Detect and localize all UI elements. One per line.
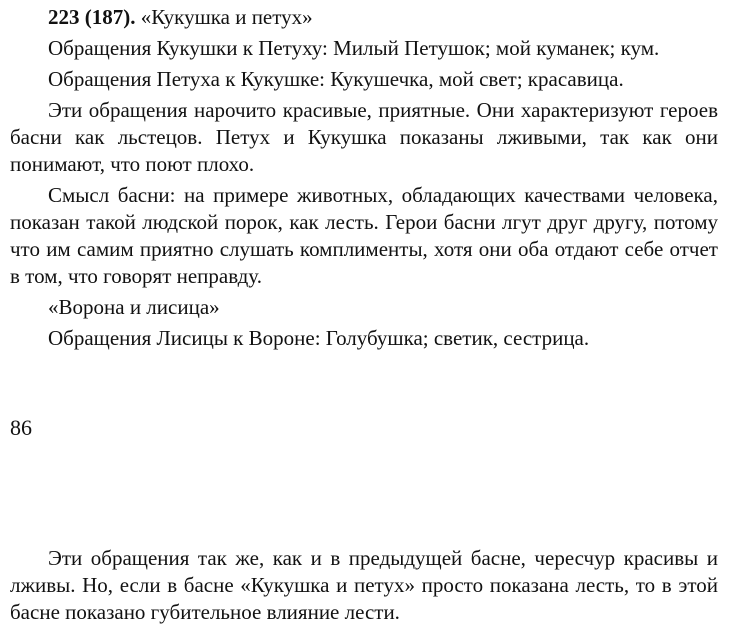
page-number: 86 — [10, 415, 32, 440]
exercise-title: «Кукушка и петух» — [135, 5, 313, 29]
paragraph-fable-meaning: Смысл басни: на примере животных, обладающих качествами человека, показан такой людской порок, как лесть. Герои басни лгут друг другу, потому что им самим приятно слушать комплименты, хотя они оба отдают себе отчет в том, что говорят неправду. — [10, 183, 718, 288]
paragraph-rooster-to-cuckoo: Обращения Петуха к Кукушке: Кукушечка, мой свет; красавица. — [48, 67, 624, 91]
paragraph-crow-fox-title: «Ворона и лисица» — [48, 295, 220, 319]
paragraph-fox-to-crow: Обращения Лисицы к Вороне: Голубушка; светик, сестрица. — [48, 326, 590, 350]
exercise-number: 223 (187). — [48, 5, 136, 29]
paragraph-flattery-description: Эти обращения нарочито красивые, приятные. Они характеризуют героев басни как льстецов. Петух и Кукушка показаны лживыми, так как они понимают, что поют плохо. — [10, 98, 718, 176]
text-block-top — [10, 4, 718, 356]
text-block-bottom — [10, 545, 718, 630]
exercise-heading — [10, 4, 718, 31]
paragraph-cuckoo-to-rooster: Обращения Кукушки к Петуху: Милый Петушок; мой куманек; кум. — [48, 36, 660, 60]
paragraph-conclusion: Эти обращения так же, как и в предыдущей басне, чересчур красивы и лживы. Но, если в басне «Кукушка и петух» просто показана лесть, то в этой басне показано губительное влияние лести. — [10, 546, 718, 624]
